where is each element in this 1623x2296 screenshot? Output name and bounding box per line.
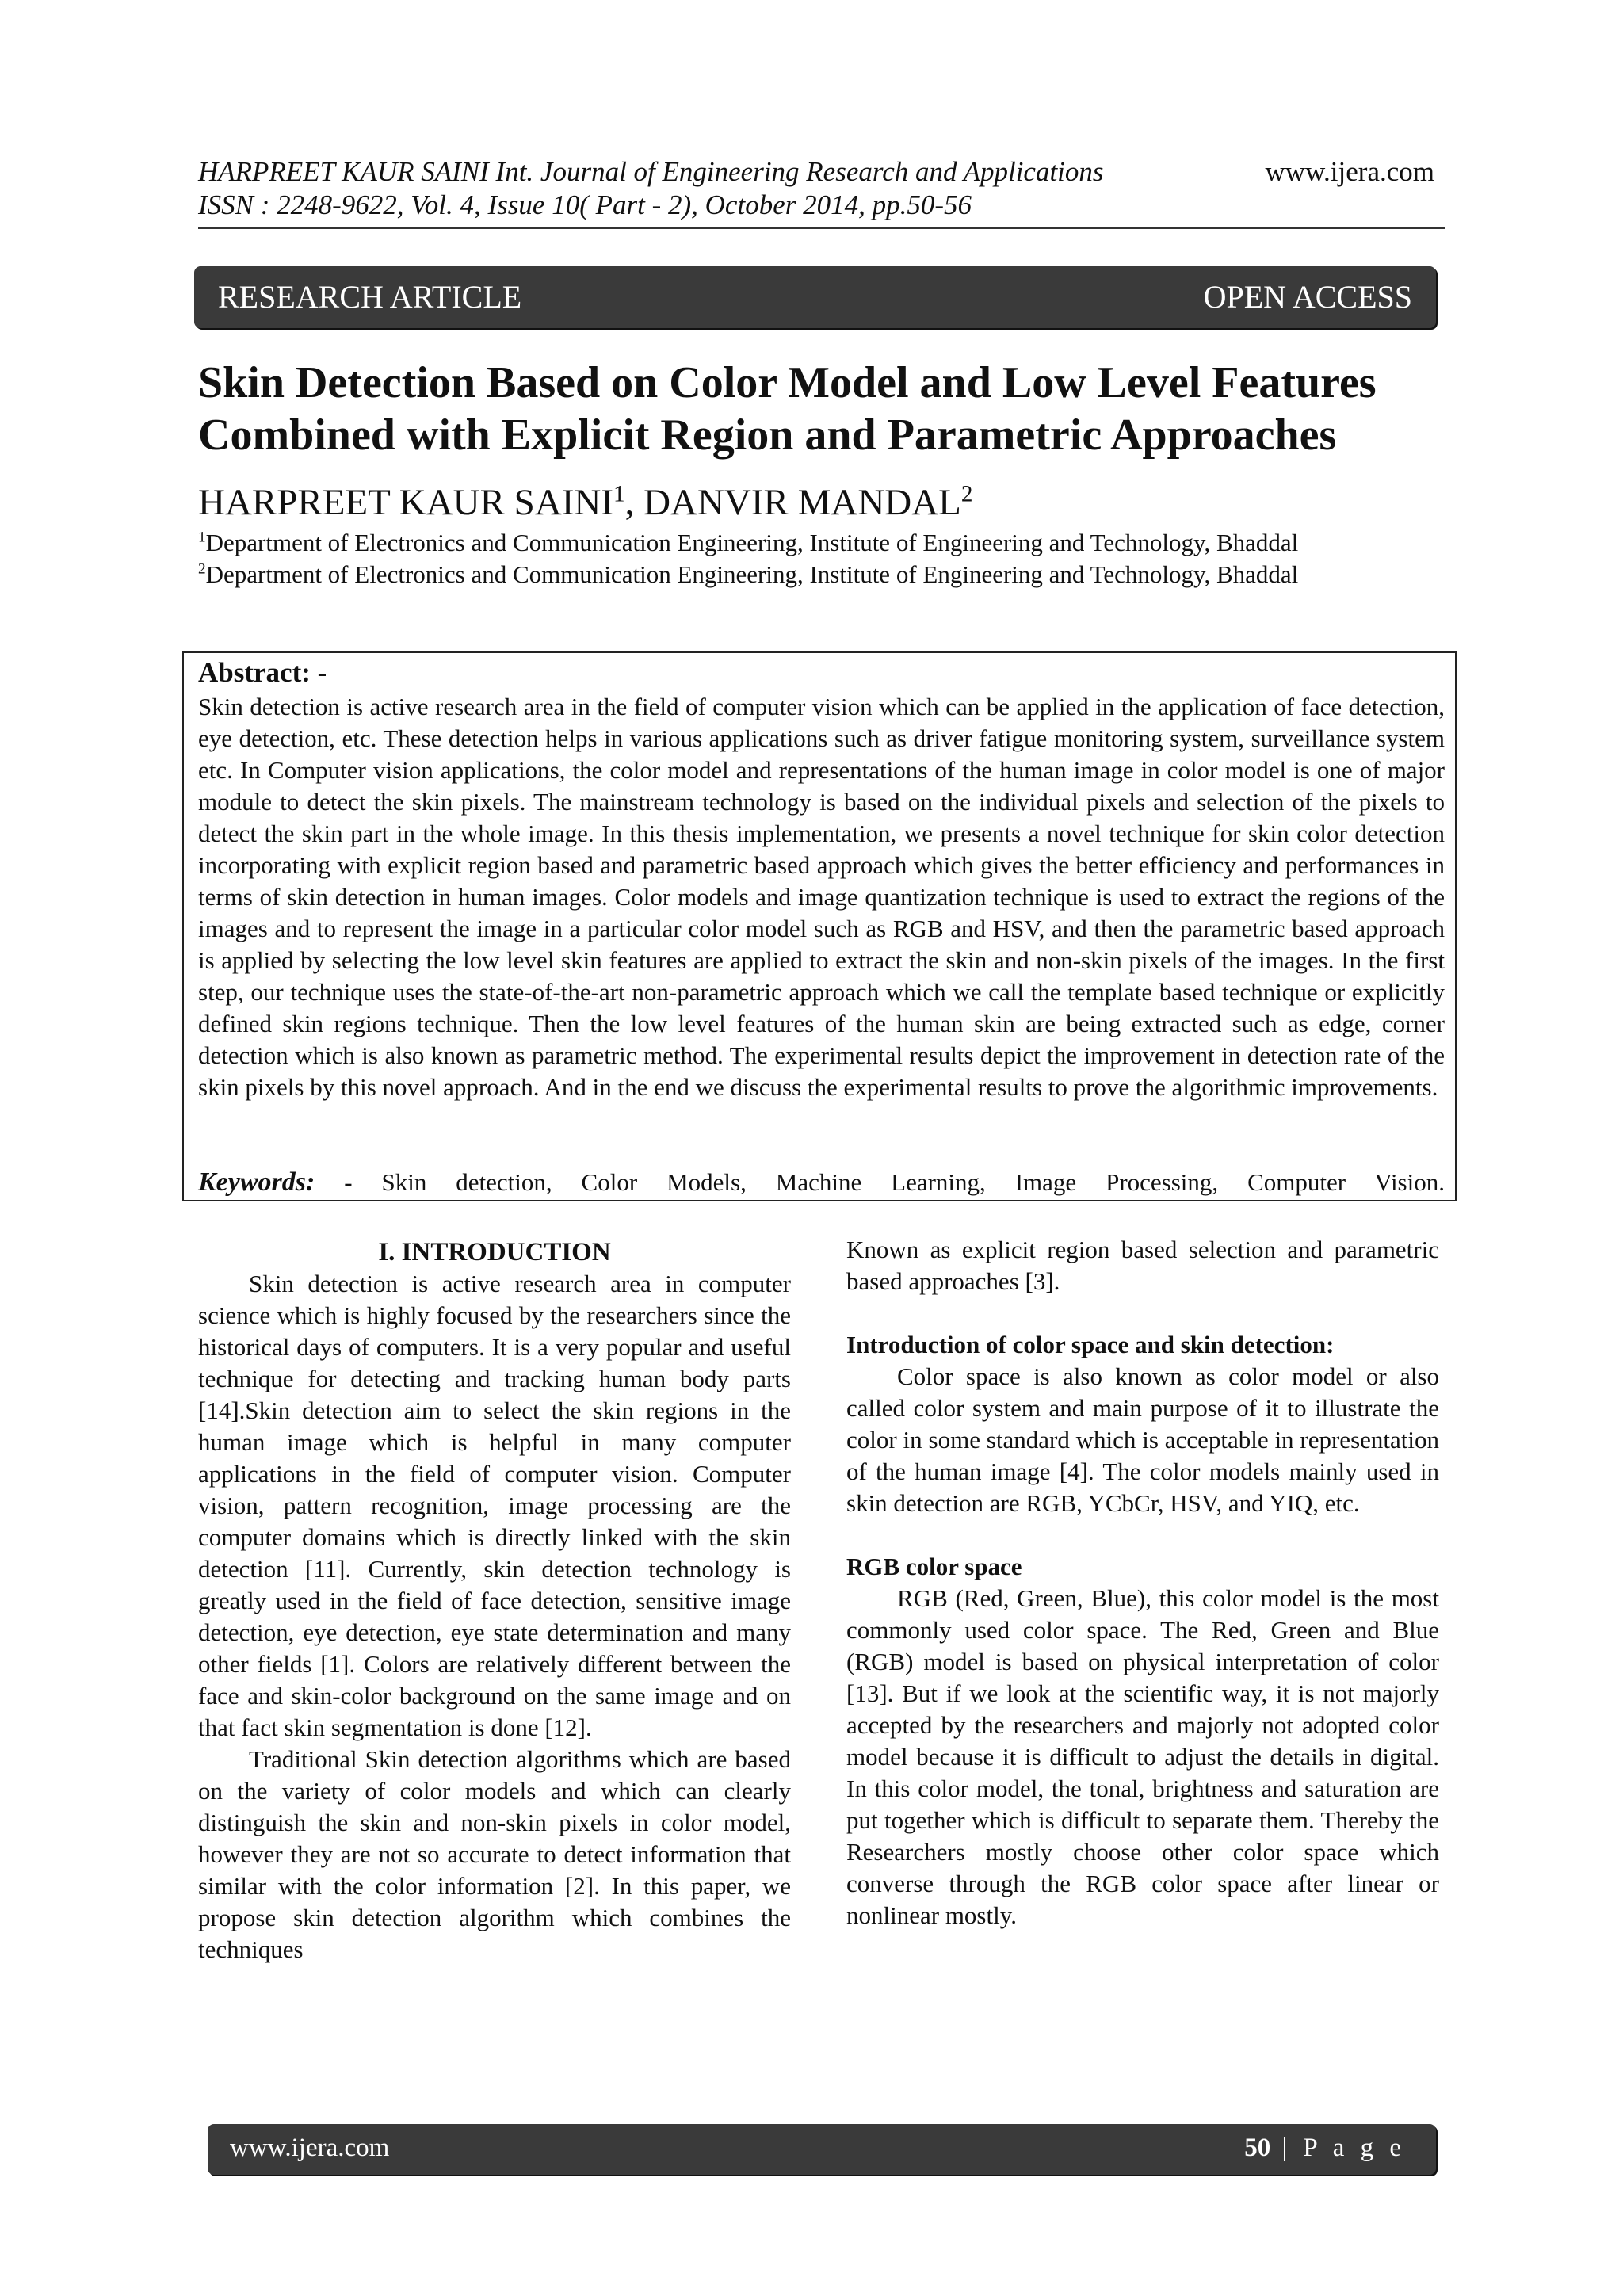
affiliation-2-text: Department of Electronics and Communication Engineering, Institute of Engineering and Technology, Bhaddal xyxy=(205,560,1299,588)
journal-line: HARPREET KAUR SAINI Int. Journal of Engineering Research and Applications xyxy=(198,156,1104,187)
author-separator: , xyxy=(624,482,644,523)
article-type-banner xyxy=(194,266,1436,328)
running-header xyxy=(198,155,1244,222)
page-footer xyxy=(208,2124,1436,2175)
header-rule xyxy=(198,227,1445,229)
open-access-label: OPEN ACCESS xyxy=(1203,279,1412,315)
issn-line: ISSN : 2248-9622, Vol. 4, Issue 10( Part - 2), October 2014, pp.50-56 xyxy=(198,189,972,220)
page-label: | P a g e xyxy=(1270,2134,1406,2162)
author-2-name: DANVIR MANDAL xyxy=(643,482,961,523)
title-line-2: Combined with Explicit Region and Parametric Approaches xyxy=(198,411,1337,460)
body-column-right xyxy=(846,1234,1439,1931)
title-line-1: Skin Detection Based on Color Model and Low Level Features xyxy=(198,358,1377,407)
body-column-left xyxy=(198,1236,791,1966)
affiliation-1 xyxy=(198,528,1450,558)
color-space-heading: Introduction of color space and skin detection: xyxy=(846,1331,1335,1358)
keywords-label: Keywords: xyxy=(198,1167,315,1197)
affiliation-1-text: Department of Electronics and Communication Engineering, Institute of Engineering and Technology, Bhaddal xyxy=(205,529,1299,556)
authors xyxy=(198,480,1434,525)
introduction-heading: I. INTRODUCTION xyxy=(378,1238,611,1266)
color-space-paragraph: Color space is also known as color model or also called color system and main purpose of it to illustrate the color in some standard which is acceptable in representation of the human image [4]. The color models mainly used in skin detection are RGB, YCbCr, HSV, and YIQ, etc. xyxy=(846,1362,1439,1517)
abstract-text: Skin detection is active research area in the field of computer vision which can be applied in the application of face detection, eye detection, etc. These detection helps in various applications such as driver fatigue monitoring system, surveillance system etc. In Computer vision applications, the color model and representations of the human image in color model is one of major module to detect the skin pixels. The mainstream technology is based on the individual pixels and selection of the pixels to detect the skin part in the whole image. In this thesis implementation, we presents a novel technique for skin color detection incorporating with explicit region based and parametric based approach which gives the better efficiency and performances in terms of skin detection in human images. Color models and image quantization technique is used to extract the regions of the images and to represent the image in a particular color model such as RGB and HSV, and then the parametric based approach is applied by selecting the low level skin features are applied to extract the skin and non-skin pixels of the images. In the first step, our technique uses the state-of-the-art non-parametric approach which we call the template based technique or explicitly defined skin regions technique. Then the low level features of the human skin are being extracted such as edge, corner detection which is also known as parametric method. The experimental results depict the improvement in detection rate of the skin pixels by this novel approach. And in the end we discuss the experimental results to prove the algorithmic improvements. xyxy=(198,693,1445,1101)
page-number xyxy=(1244,2134,1406,2163)
page-number-value: 50 xyxy=(1244,2134,1271,2162)
paper-title xyxy=(198,357,1434,461)
research-article-label: RESEARCH ARTICLE xyxy=(218,279,522,315)
affiliation-2-sup: 2 xyxy=(198,560,206,578)
affiliation-1-sup: 1 xyxy=(198,529,206,546)
author-1-name: HARPREET KAUR SAINI xyxy=(198,482,613,523)
header-site-link[interactable]: www.ijera.com xyxy=(1265,156,1434,187)
rgb-heading: RGB color space xyxy=(846,1553,1022,1580)
rgb-paragraph: RGB (Red, Green, Blue), this color model is the most commonly used color space. The Red, Green and Blue (RGB) model is based on physical interpretation of color [13]. But if we look at the scientific way, it is not majorly accepted by the researchers and majorly not adopted color model because it is difficult to adjust the details in digital. In this color model, the tonal, brightness and saturation are put together which is difficult to separate them. Thereby the Researchers mostly choose other color space which converse through the RGB color space after linear or nonlinear mostly. xyxy=(846,1584,1439,1929)
intro-paragraph-1: Skin detection is active research area in computer science which is highly focused by the researchers since the historical days of computers. It is a very popular and useful technique for detecting and tracking human body parts [14].Skin detection aim to select the skin regions in the human image which is helpful in many computer applications in the field of computer vision. Computer vision, pattern recognition, image processing are the computer domains which is directly linked with the skin detection [11]. Currently, skin detection technology is greatly used in the field of face detection, sensitive image detection, eye detection, eye state determination and many other fields [1]. Colors are relatively different between the face and skin-color background on the same image and on that fact skin segmentation is done [12]. xyxy=(198,1270,791,1741)
author-1-sup: 1 xyxy=(613,481,625,507)
keywords xyxy=(198,1167,1445,1198)
keywords-text: - Skin detection, Color Models, Machine Learning, Image Processing, Computer Vision. xyxy=(315,1168,1445,1196)
intro-paragraph-2-continued: Known as explicit region based selection and parametric based approaches [3]. xyxy=(846,1236,1439,1295)
intro-paragraph-2: Traditional Skin detection algorithms which are based on the variety of color models and which can clearly distinguish the skin and non-skin pixels in color model, however they are not so accurate to detect information that similar with the color information [2]. In this paper, we propose skin detection algorithm which combines the techniques xyxy=(198,1745,791,1963)
footer-site-link[interactable]: www.ijera.com xyxy=(230,2134,390,2162)
author-2-sup: 2 xyxy=(960,481,973,507)
abstract-heading: Abstract: - xyxy=(198,657,327,688)
affiliation-2 xyxy=(198,560,1450,590)
